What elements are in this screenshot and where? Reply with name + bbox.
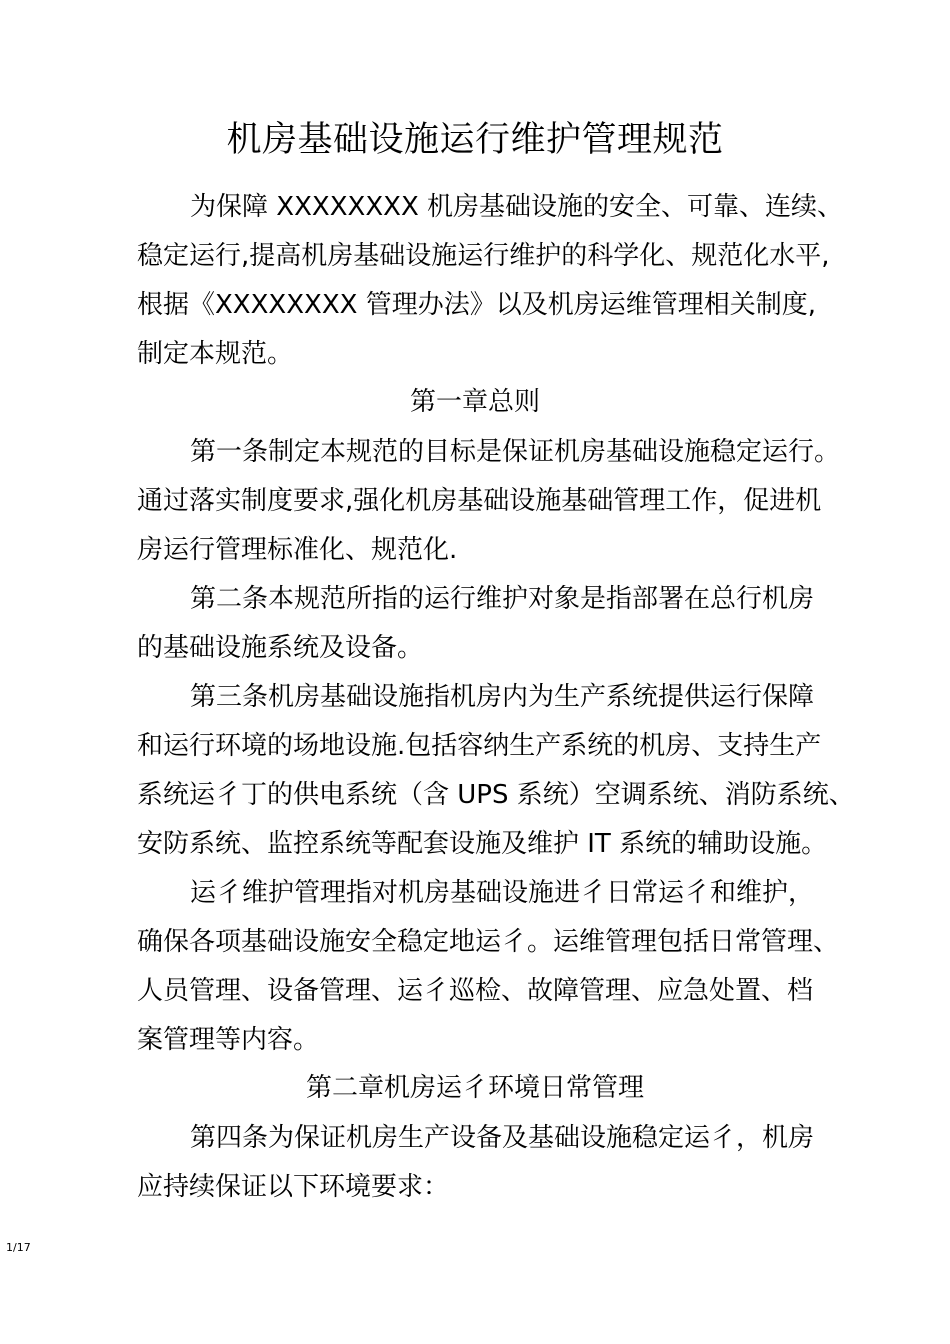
- article-line: 运彳维护管理指对机房基础设施进彳日常运彳和维护，: [190, 878, 815, 908]
- article-line: 确保各项基础设施安全稳定地运彳。运维管理包括日常管理、: [137, 927, 840, 957]
- article-line: 房运行管理标准化、规范化.: [137, 535, 458, 565]
- intro-line: 为保障 XXXXXXXX 机房基础设施的安全、可靠、连续、: [190, 192, 844, 222]
- chapter-heading: 第一章总则: [409, 387, 540, 417]
- page-number: 1/17: [6, 1241, 31, 1254]
- article-line: 第四条为保证机房生产设备及基础设施稳定运彳，机房: [190, 1123, 815, 1153]
- article-line: 第一条制定本规范的目标是保证机房基础设施稳定运行。: [190, 437, 841, 467]
- article-line: 应持续保证以下环境要求：: [137, 1172, 450, 1202]
- article-line: 和运行环境的场地设施.包括容纳生产系统的机房、支持生产: [137, 731, 822, 761]
- article-line: 案管理等内容。: [137, 1025, 320, 1055]
- intro-line: 稳定运行,提高机房基础设施运行维护的科学化、规范化水平,: [137, 241, 830, 271]
- article-line: 的基础设施系统及设备。: [137, 633, 424, 663]
- intro-line: 制定本规范。: [137, 339, 294, 369]
- article-line: 人员管理、设备管理、运彳巡检、故障管理、应急处置、档: [137, 976, 814, 1006]
- article-line: 第三条机房基础设施指机房内为生产系统提供运行保障: [190, 682, 815, 712]
- article-line: 安防系统、监控系统等配套设施及维护 IT 系统的辅助设施。: [137, 829, 828, 859]
- chapter-heading: 第二章机房运彳环境日常管理: [305, 1073, 644, 1103]
- article-line: 通过落实制度要求,强化机房基础设施基础管理工作，促进机: [137, 486, 822, 516]
- article-line: 系统运彳丁的供电系统（含 UPS 系统）空调系统、消防系统、: [137, 780, 855, 810]
- article-line: 第二条本规范所指的运行维护对象是指部署在总行机房: [190, 584, 815, 614]
- document-title: 机房基础设施运行维护管理规范: [226, 120, 724, 160]
- intro-line: 根据《XXXXXXXX 管理办法》以及机房运维管理相关制度,: [137, 290, 817, 320]
